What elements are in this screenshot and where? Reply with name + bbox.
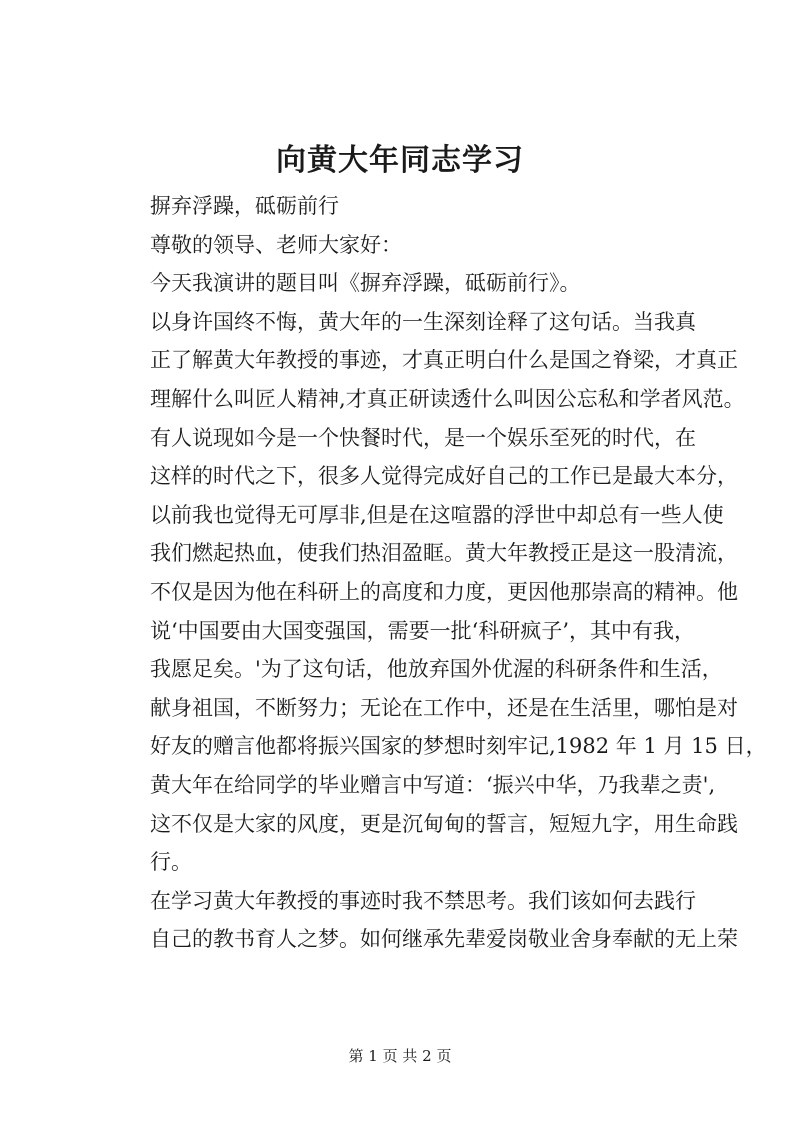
text-line: 这不仅是大家的风度，更是沉甸甸的誓言，短短九字，用生命践 <box>150 811 738 836</box>
text-line: 说‘中国要由大国变强国，需要一批‘科研疯子’，其中有我， <box>150 618 696 643</box>
text-line: 不仅是因为他在科研上的高度和力度，更因他那崇高的精神。他 <box>150 579 738 604</box>
text-line: 摒弃浮躁，砥砺前行 <box>150 194 339 218</box>
text-line: 在学习黄大年教授的事迹时我不禁思考。我们该如何去践行 <box>150 888 696 913</box>
paragraph-topic <box>108 264 712 303</box>
text-line: 黄大年在给同学的毕业赠言中写道：‘振兴中华，乃我辈之责', <box>150 772 716 797</box>
text-line: 自己的教书育人之梦。如何继承先辈爱岗敬业舍身奉献的无上荣 <box>150 927 738 952</box>
text-line: 尊敬的领导、老师大家好： <box>150 232 402 257</box>
page-footer: 第 1 页 共 2 页 <box>348 1047 452 1065</box>
text-line: 正了解黄大年教授的事迹，才真正明白什么是国之脊梁，才真正 <box>150 348 738 373</box>
text-line: 好友的赠言他都将振兴国家的梦想时刻牢记,1982 年 1 月 15 日， <box>150 734 767 759</box>
text-line: 理解什么叫匠人精神,才真正研读透什么叫因公忘私和学者风范。 <box>150 386 745 411</box>
paragraph-greeting <box>108 226 712 265</box>
text-line: 行。 <box>150 850 192 875</box>
text-line: 这样的时代之下，很多人觉得完成好自己的工作已是最大本分， <box>150 464 738 489</box>
document-body <box>108 187 767 959</box>
text-line: 献身祖国，不断努力；无论在工作中，还是在生活里，哪怕是对 <box>150 695 738 720</box>
text-line: 有人说现如今是一个快餐时代，是一个娱乐至死的时代，在 <box>150 425 696 450</box>
paragraph-body <box>108 419 767 882</box>
document-title: 向黄大年同志学习 <box>276 143 524 178</box>
paragraph-body <box>108 882 738 959</box>
text-line: 我们燃起热血，使我们热泪盈眶。黄大年教授正是这一股清流， <box>150 541 738 566</box>
text-line: 我愿足矣。'为了这句话，他放弃国外优渥的科研条件和生活， <box>150 657 723 682</box>
paragraph-body <box>108 303 745 419</box>
text-line: 以身许国终不悔，黄大年的一生深刻诠释了这句话。当我真 <box>150 309 696 334</box>
paragraph-subtitle <box>108 187 712 226</box>
text-line: 以前我也觉得无可厚非,但是在这喧嚣的浮世中却总有一些人使 <box>150 502 724 527</box>
text-line: 今天我演讲的题目叫《摒弃浮躁，砥砺前行》。 <box>150 271 581 296</box>
